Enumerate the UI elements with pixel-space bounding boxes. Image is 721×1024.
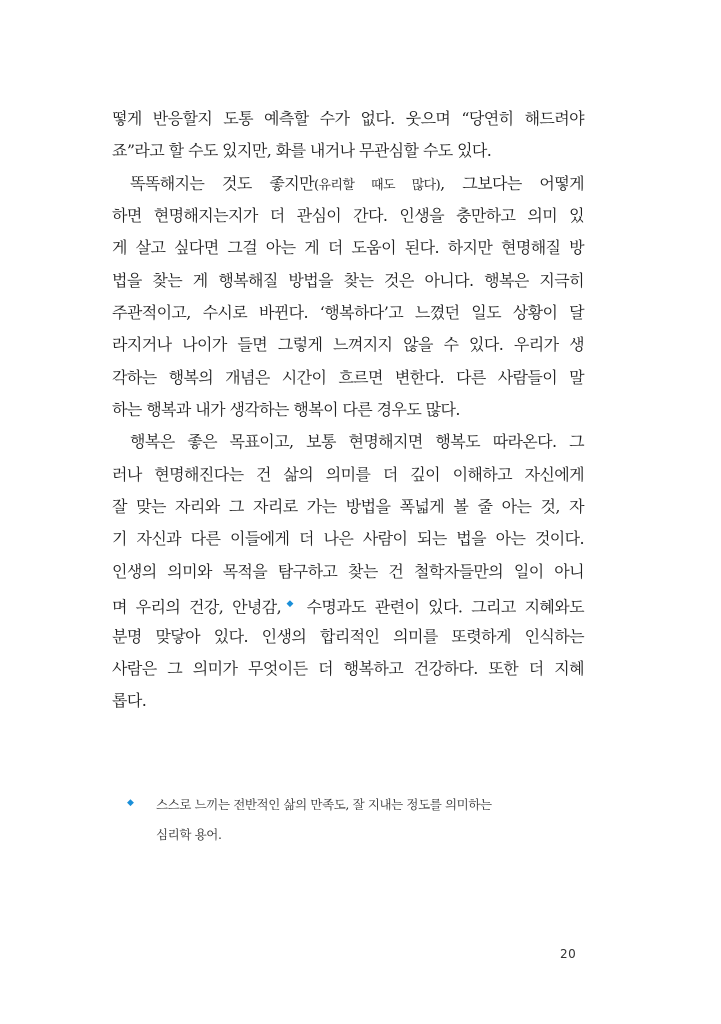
body-text-segment: 똑똑해지는 것도 좋지만 [130, 173, 314, 193]
body-line [112, 168, 584, 200]
body-line: 떻게 반응할지 도통 예측할 수가 없다. 웃으며 “당연히 해드려야 [112, 109, 584, 128]
body-text [112, 103, 584, 718]
body-line: 하면 현명해지는지가 더 관심이 간다. 인생을 충만하고 의미 있 [112, 206, 584, 226]
footnote-bullet-icon: ◆ [127, 798, 134, 808]
body-text-segment: , 그보다는 어떻게 [440, 173, 585, 193]
body-line: 주관적이고, 수시로 바뀐다. ‘행복하다’고 느꼈던 일도 상황이 달 [112, 303, 584, 323]
footnote-line: 심리학 용어. [156, 827, 222, 842]
body-line: 죠”라고 할 수도 있지만, 화를 내거나 무관심할 수도 있다. [112, 141, 492, 161]
body-line: 인생의 의미와 목적을 탐구하고 찾는 건 철학자들만의 일이 아니 [112, 561, 584, 581]
footnote-marker-icon: ◆ [282, 599, 298, 610]
body-line: 법을 찾는 게 행복해질 방법을 찾는 것은 아니다. 행복은 지극히 [112, 270, 584, 290]
body-line: 라지거나 나이가 들면 그렇게 느껴지지 않을 수 있다. 우리가 생 [112, 335, 584, 355]
body-line: 기 자신과 다른 이들에게 더 나은 사람이 되는 법을 아는 것이다. [112, 529, 584, 549]
body-text-segment: 며 우리의 건강, 안녕감, [112, 597, 282, 617]
footnote-line: 스스로 느끼는 전반적인 삶의 만족도, 잘 지내는 정도를 의미하는 [156, 797, 492, 812]
body-line: 하는 행복과 내가 생각하는 행복이 다른 경우도 많다. [112, 400, 460, 420]
body-line: 행복은 좋은 목표이고, 보통 현명해지면 행복도 따라온다. 그 [130, 432, 584, 452]
body-line: 분명 맞닿아 있다. 인생의 합리적인 의미를 또렷하게 인식하는 [112, 626, 584, 646]
body-text-segment: 수명과도 관련이 있다. 그리고 지혜와도 [297, 597, 585, 617]
body-line: 각하는 행복의 개념은 시간이 흐르면 변한다. 다른 사람들이 말 [112, 367, 584, 387]
body-line: 러나 현명해진다는 건 삶의 의미를 더 깊이 이해하고 자신에게 [112, 464, 584, 484]
parenthetical-note: (유리할 때도 많다) [313, 177, 441, 193]
body-line: 사람은 그 의미가 무엇이든 더 행복하고 건강하다. 또한 더 지혜 [112, 658, 584, 678]
body-line [112, 588, 584, 620]
page-number: 20 [560, 947, 577, 961]
body-line: 게 살고 싶다면 그걸 아는 게 더 도움이 된다. 하지만 현명해질 방 [112, 238, 584, 258]
body-line: 롭다. [112, 691, 147, 711]
footnote [127, 790, 567, 850]
body-line: 잘 맞는 자리와 그 자리로 가는 방법을 폭넓게 볼 줄 아는 것, 자 [112, 497, 584, 517]
